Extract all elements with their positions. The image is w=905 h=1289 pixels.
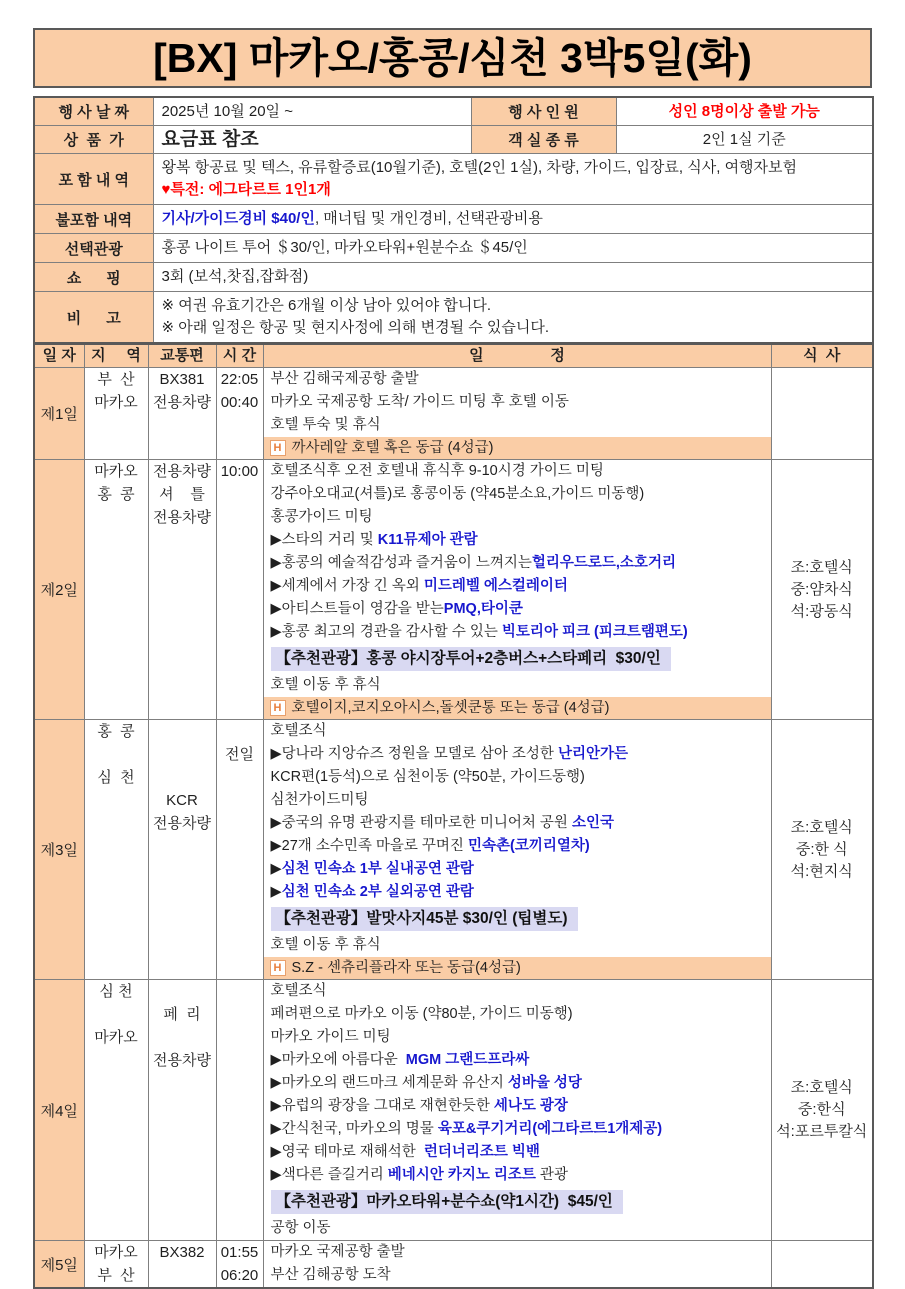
info-value-line (162, 208, 865, 230)
region-line: 마카오 (94, 463, 138, 480)
schedule-line (264, 674, 771, 697)
schedule-text-segment: 런더너리조트 빅밴 (423, 1144, 540, 1160)
info-row (34, 126, 873, 154)
info-value: 성인 8명이상 출발 가능 (616, 97, 873, 126)
schedule-text-segment: ▶색다른 즐길거리 (270, 1167, 388, 1183)
schedule-text-segment: ▶ (270, 861, 282, 877)
schedule-header (34, 344, 873, 368)
hotel-icon: H (270, 440, 286, 456)
schedule-text-segment: PMQ,타이쿤 (443, 601, 523, 617)
schedule-line (264, 720, 771, 743)
region-cell (84, 460, 148, 720)
transport-cell (148, 980, 216, 1241)
info-label: 선택관광 (34, 234, 153, 263)
schedule-text-segment: MGM 그랜드프라싸 (405, 1052, 530, 1068)
schedule-line (264, 1072, 771, 1095)
day-label: 제2일 (34, 460, 84, 720)
schedule-table (33, 343, 874, 1289)
info-row (34, 205, 873, 234)
schedule-header-cell: 교통편 (148, 344, 216, 368)
meal-cell (771, 460, 873, 720)
schedule-text-segment: 호텔 투숙 및 휴식 (270, 417, 381, 433)
time-line: 01:55 (220, 1244, 259, 1261)
schedule-cell (263, 460, 771, 720)
time-cell (216, 1241, 263, 1289)
meal-line: 석:현지식 (790, 862, 853, 880)
transport-line (149, 720, 216, 743)
schedule-line (264, 743, 771, 766)
schedule-text-segment: ▶당나라 지앙슈즈 정원을 모델로 삼아 조성한 (270, 746, 558, 762)
schedule-text-segment: 육포&쿠기거리(에그타르트1개제공) (437, 1121, 663, 1137)
info-value-line (162, 317, 865, 339)
region-line: 마카오 (94, 1244, 138, 1261)
info-label: 객 실 종 류 (471, 126, 616, 154)
schedule-text-segment: 헐리우드로드,소호거리 (531, 555, 676, 571)
schedule-text-segment: 심천가이드미팅 (270, 792, 369, 808)
schedule-line (264, 368, 771, 391)
schedule-text-segment: ▶홍콩의 예술적감성과 즐거움이 느껴지는 (270, 555, 532, 571)
schedule-line (264, 621, 771, 644)
day-label: 제1일 (34, 368, 84, 460)
schedule-text-segment: 민속촌(코끼리열차) (467, 838, 590, 854)
transport-cell (148, 1241, 216, 1289)
schedule-text-segment: 베네시안 카지노 리조트 (387, 1167, 536, 1183)
schedule-text-segment: 성바울 성당 (507, 1075, 582, 1091)
info-label: 비 고 (34, 292, 153, 344)
info-value (153, 292, 873, 344)
schedule-line (264, 812, 771, 835)
schedule-header-cell: 식 사 (771, 344, 873, 368)
region-line: 홍 콩 (97, 723, 135, 740)
schedule-text-segment: 호텔조식후 오전 호텔내 휴식후 9-10시경 가이드 미팅 (270, 463, 604, 479)
schedule-text-segment: 심천 민속쇼 2부 실외공연 관람 (281, 884, 474, 900)
recommended-tour-highlight: 【추천관광】마카오타워+분수쇼(약1시간) $45/인 (271, 1190, 623, 1214)
info-text-segment: ※ 여권 유효기간은 6개월 이상 남아 있어야 합니다. (161, 297, 492, 314)
time-line: 06:20 (220, 1267, 259, 1284)
region-line: 심 천 (97, 769, 135, 786)
schedule-line (264, 483, 771, 506)
transport-cell (148, 460, 216, 720)
schedule-line (264, 598, 771, 621)
hotel-bar (264, 957, 771, 979)
schedule-text-segment: 관광 (535, 1167, 568, 1183)
recommended-tour-row (264, 1187, 771, 1217)
day-row (34, 1241, 873, 1289)
schedule-line (264, 1241, 771, 1264)
info-label: 행 사 날 짜 (34, 97, 153, 126)
info-text-segment: 홍콩 나이트 투어 ＄30/인, 마카오타워+원분수쇼 ＄45/인 (161, 239, 528, 256)
info-value-line (162, 295, 865, 317)
meal-line: 조:호텔식 (790, 1079, 853, 1096)
transport-line (149, 743, 216, 766)
schedule-line (264, 980, 771, 1003)
time-cell (216, 368, 263, 460)
schedule-text-segment: ▶스타의 거리 및 (270, 532, 378, 548)
hotel-bar (264, 697, 771, 719)
day-label: 제5일 (34, 1241, 84, 1289)
time-line: 00:40 (220, 394, 259, 411)
schedule-header-cell: 지 역 (84, 344, 148, 368)
time-cell (216, 980, 263, 1241)
region-line (85, 1003, 148, 1026)
schedule-line (264, 789, 771, 812)
schedule-text-segment: KCR편(1등석)으로 심천이동 (약50분, 가이드동행) (270, 769, 585, 785)
info-value (153, 234, 873, 263)
info-value (153, 154, 873, 205)
info-row (34, 234, 873, 263)
transport-line: 전용차량 (153, 815, 211, 832)
schedule-line (264, 835, 771, 858)
schedule-text-segment: 페려편으로 마카오 이동 (약80분, 가이드 미동행) (270, 1006, 573, 1022)
schedule-text-segment: 홍콩가이드 미팅 (270, 509, 373, 525)
time-line: 10:00 (220, 463, 259, 480)
transport-line (149, 980, 216, 1003)
schedule-line (264, 934, 771, 957)
time-line: 22:05 (220, 371, 259, 388)
schedule-line (264, 1217, 771, 1240)
schedule-cell (263, 1241, 771, 1289)
schedule-text-segment: 호텔조식 (270, 983, 327, 999)
info-value-line (162, 237, 865, 259)
schedule-text-segment: K11뮤제아 관람 (377, 532, 478, 548)
time-line (217, 720, 263, 743)
transport-line: KCR (166, 792, 198, 809)
schedule-text-segment: 마카오 국제공항 출발 (270, 1244, 405, 1260)
schedule-line (264, 1026, 771, 1049)
schedule-text-segment: 호텔 이동 후 휴식 (270, 937, 381, 953)
region-cell (84, 720, 148, 980)
schedule-text-segment: ▶간식천국, 마카오의 명물 (270, 1121, 438, 1137)
schedule-header-cell: 일 자 (34, 344, 84, 368)
schedule-text-segment: 부산 김해국제공항 출발 (270, 371, 419, 387)
schedule-text-segment: 세나도 광장 (493, 1098, 568, 1114)
schedule-line (264, 575, 771, 598)
recommended-tour-row (264, 904, 771, 934)
schedule-text-segment: ▶ (270, 884, 282, 900)
schedule-line (264, 1095, 771, 1118)
meal-cell (771, 368, 873, 460)
info-value (153, 205, 873, 234)
day-row (34, 368, 873, 460)
meal-cell (771, 1241, 873, 1289)
schedule-text-segment: 미드레벨 에스컬레이터 (423, 578, 568, 594)
schedule-text-segment: ▶영국 테마로 재해석한 (270, 1144, 424, 1160)
schedule-header-cell: 시 간 (216, 344, 263, 368)
schedule-body (34, 368, 873, 1289)
meal-line: 조:호텔식 (790, 818, 853, 836)
time-line: 전일 (225, 746, 254, 763)
schedule-line (264, 1049, 771, 1072)
info-text-segment: 3회 (보석,찻집,잡화점) (161, 268, 309, 285)
schedule-text-segment: ▶27개 소수민족 마을로 꾸며진 (270, 838, 468, 854)
region-cell (84, 1241, 148, 1289)
transport-line: 셔 틀 (159, 486, 205, 503)
schedule-line (264, 1164, 771, 1187)
hotel-icon: H (270, 960, 286, 976)
transport-line (149, 1026, 216, 1049)
info-row (34, 97, 873, 126)
day-label: 제4일 (34, 980, 84, 1241)
schedule-line (264, 766, 771, 789)
region-line (85, 743, 148, 766)
region-line: 마카오 (94, 394, 138, 411)
meal-cell (771, 980, 873, 1241)
schedule-line (264, 529, 771, 552)
info-value: 2025년 10월 20일 ~ (153, 97, 471, 126)
info-row (34, 263, 873, 292)
schedule-text-segment: 호텔조식 (270, 723, 327, 739)
info-label: 쇼 핑 (34, 263, 153, 292)
info-label: 행 사 인 원 (471, 97, 616, 126)
info-table (33, 96, 874, 344)
meal-line: 중:한 식 (795, 840, 848, 858)
time-cell (216, 460, 263, 720)
transport-line: 전용차량 (153, 463, 211, 480)
schedule-text-segment: ▶중국의 유명 관광지를 테마로한 미니어처 공원 (270, 815, 572, 831)
region-line: 마카오 (94, 1029, 138, 1046)
schedule-text-segment: 호텔 이동 후 휴식 (270, 677, 381, 693)
info-row (34, 292, 873, 344)
transport-line: 전용차량 (153, 394, 211, 411)
hotel-bar (264, 437, 771, 459)
transport-line: BX382 (159, 1244, 205, 1261)
schedule-line (264, 506, 771, 529)
info-label: 상 품 가 (34, 126, 153, 154)
schedule-text-segment: 부산 김해공항 도착 (270, 1267, 391, 1283)
schedule-text-segment: 심천 민속쇼 1부 실내공연 관람 (281, 861, 474, 877)
schedule-line (264, 1264, 771, 1287)
recommended-tour-row (264, 644, 771, 674)
schedule-text-segment: 강주아오대교(셔틀)로 홍콩이동 (약45분소요,가이드 미동행) (270, 486, 645, 502)
transport-line: 페 리 (163, 1006, 201, 1023)
hotel-name: S.Z - 센츄리플라자 또는 동급(4성급) (291, 960, 521, 976)
schedule-text-segment: 마카오 가이드 미팅 (270, 1029, 391, 1045)
schedule-line (264, 1141, 771, 1164)
schedule-text-segment: ▶아티스트들이 영감을 받는 (270, 601, 444, 617)
region-line: 부 산 (97, 371, 135, 388)
region-line: 심 천 (99, 983, 133, 1000)
day-label: 제3일 (34, 720, 84, 980)
time-cell (216, 720, 263, 980)
schedule-line (264, 881, 771, 904)
schedule-cell (263, 720, 771, 980)
schedule-cell (263, 368, 771, 460)
info-text-segment: , 매너팁 및 개인경비, 선택관광비용 (314, 210, 543, 227)
transport-line: 전용차량 (153, 1052, 211, 1069)
info-text-segment: ※ 아래 일정은 항공 및 현지사정에 의해 변경될 수 있습니다. (161, 319, 550, 336)
info-table-body (34, 97, 873, 343)
hotel-icon: H (270, 700, 286, 716)
info-value: 요금표 참조 (153, 126, 471, 154)
schedule-header-cell: 일 정 (263, 344, 771, 368)
day-row (34, 460, 873, 720)
info-value-line (162, 179, 865, 201)
meal-line: 중:얌차식 (790, 580, 853, 598)
meal-line: 석:광동식 (790, 602, 853, 620)
info-value-line (162, 266, 865, 288)
transport-line (149, 766, 216, 789)
transport-line: 전용차량 (153, 509, 211, 526)
region-cell (84, 980, 148, 1241)
schedule-text-segment: ▶세계에서 가장 긴 옥외 (270, 578, 424, 594)
recommended-tour-highlight: 【추천관광】발맛사지45분 $30/인 (팁별도) (271, 907, 578, 931)
info-text-segment: ♥특전: 에그타르트 1인1개 (161, 181, 331, 198)
schedule-text-segment: ▶유럽의 광장을 그대로 재현한듯한 (270, 1098, 494, 1114)
region-cell (84, 368, 148, 460)
schedule-text-segment: ▶마카오의 랜드마크 세계문화 유산지 (270, 1075, 508, 1091)
schedule-header-row (34, 344, 873, 368)
region-line: 부 산 (97, 1267, 135, 1284)
hotel-name: 까사레알 호텔 혹은 동급 (4성급) (291, 440, 494, 456)
schedule-line (264, 1003, 771, 1026)
transport-cell (148, 720, 216, 980)
schedule-line (264, 414, 771, 437)
schedule-text-segment: 빅토리아 피크 (피크트램편도) (501, 624, 688, 640)
info-text-segment: 왕복 항공료 및 텍스, 유류할증료(10월기준), 호텔(2인 1실), 차량, 가이드, 입장료, 식사, 여행자보험 (161, 159, 798, 176)
info-text-segment: 기사/가이드경비 $40/인 (161, 210, 315, 227)
schedule-line (264, 858, 771, 881)
meal-line: 중:한식 (797, 1101, 846, 1118)
info-row (34, 154, 873, 205)
transport-cell (148, 368, 216, 460)
meal-line: 석:포르투칼식 (776, 1123, 868, 1140)
info-label: 포 함 내 역 (34, 154, 153, 205)
schedule-text-segment: 난리안가든 (557, 746, 628, 762)
schedule-text-segment: 공항 이동 (270, 1220, 331, 1236)
schedule-line (264, 391, 771, 414)
day-row (34, 980, 873, 1241)
meal-cell (771, 720, 873, 980)
schedule-cell (263, 980, 771, 1241)
day-row (34, 720, 873, 980)
schedule-line (264, 552, 771, 575)
info-value-line (162, 157, 865, 179)
recommended-tour-highlight: 【추천관광】홍콩 야시장투어+2층버스+스타페리 $30/인 (271, 647, 671, 671)
schedule-line (264, 1118, 771, 1141)
schedule-text-segment: 마카오 국제공항 도착/ 가이드 미팅 후 호텔 이동 (270, 394, 569, 410)
schedule-line (264, 460, 771, 483)
meal-line: 조:호텔식 (790, 558, 853, 576)
hotel-name: 호텔이지,코지오아시스,돌셋쿤통 또는 동급 (4성급) (291, 700, 610, 716)
info-label: 불포함 내역 (34, 205, 153, 234)
schedule-text-segment: 소인국 (571, 815, 614, 831)
transport-line: BX381 (159, 371, 205, 388)
schedule-text-segment: ▶마카오에 아름다운 (270, 1052, 406, 1068)
region-line: 홍 콩 (97, 486, 135, 503)
info-value (153, 263, 873, 292)
info-value: 2인 1실 기준 (616, 126, 873, 154)
page-title: [BX] 마카오/홍콩/심천 3박5일(화) (33, 28, 872, 88)
schedule-text-segment: ▶홍콩 최고의 경관을 감사할 수 있는 (270, 624, 502, 640)
